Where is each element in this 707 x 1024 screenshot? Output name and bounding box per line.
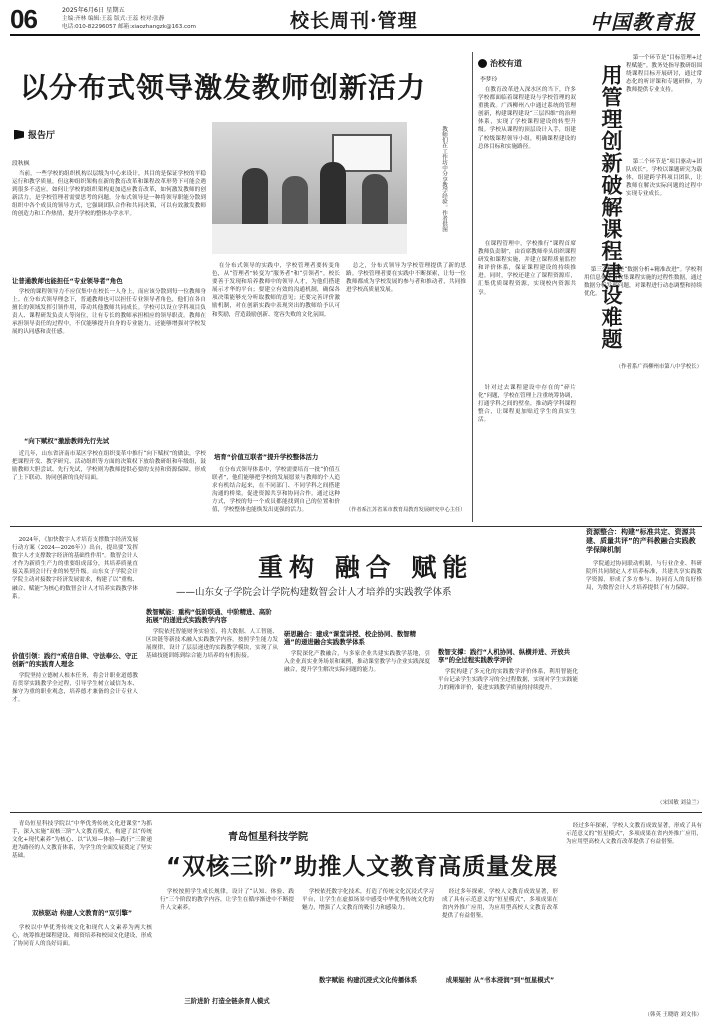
article-body	[584, 266, 702, 356]
paragraph: 经过多年探索，学校人文教育成效显著，形成了具有示范意义的“恒星模式”，多项成果在省内外推广应用，为应用型高校人文教育改革提供了有益借鉴。	[442, 889, 558, 920]
article-body	[566, 822, 702, 1008]
article-body	[442, 888, 558, 968]
article-body	[12, 450, 206, 518]
article-body	[212, 262, 340, 447]
article-body	[478, 240, 576, 380]
column-divider	[472, 52, 473, 522]
section-divider	[10, 812, 702, 813]
article-body	[12, 672, 138, 808]
article-intro	[12, 536, 138, 646]
circle-icon	[478, 59, 487, 68]
article-body	[346, 262, 466, 502]
paragraph: 学院深化产教融合，与多家企业共建实践教学基地，引入企业真实业务场景和案例，推动课堂教学与企业实践深度融合，提升学生解决实际问题的能力。	[284, 651, 430, 674]
author-credit: （作者系江苏省某市教育局教育发展研究中心主任）	[346, 507, 466, 513]
paragraph: 学院依托智能财务实验室，将大数据、人工智能、区块链等新技术融入实践教学内容，按照学生能力发展规律，设计了层层递进的实践教学模块，实现了从基础技能训练到综合能力培养的有机衔接。	[146, 629, 278, 660]
sidebar-body	[586, 560, 702, 792]
article-body	[212, 466, 340, 522]
paragraph: 当前，一些学校的组织机构以层级为中心来设计，其目的是保证学校的平稳运行和教学质量，但这种组织架构在新的教育改革和课程改革形势下可能会遇到很多不适应。如何让学校的组织架构更加适应教育改革，如何激发教师的创新活力，是学校管理者需要思考的问题。分布式领导是一种将领导职能分散到组织中各个成员的领导方式，它强调团队合作和共同决策，可以有效激发教师的创造力和工作热情，提升学校的整体办学水平。	[12, 171, 206, 218]
author-credit: （宋国敏 刘益兰）	[657, 800, 702, 806]
paragraph: 第二个环节是“项目驱动+团队成长”。学校以课题研究为载体，组建跨学科项目团队，让教师在解决实际问题的过程中实现专业成长。	[626, 159, 702, 198]
article-body	[478, 86, 576, 236]
article-body	[478, 384, 576, 520]
article-body	[626, 54, 702, 154]
article-photo	[212, 122, 407, 254]
paragraph: 学院坚持立德树人根本任务，将会计职业道德教育贯穿实践教学全过程，引导学生树立诚信为本、操守为重的职业观念，培养德才兼备的会计专业人才。	[12, 673, 138, 704]
paragraph: 在课程管理中，学校推行“课程首席教师负责制”，由首席教师牵头组织课程研发和课程实施，并建立课程质量监控和评价体系，保证课程建设的持续推进。同时，学校还建立了课程资源库，汇集优质课程资源，实现校内资源共享。	[478, 241, 576, 296]
section-title: 校长周刊·管理	[290, 10, 418, 32]
headline-middle: 重构 融合 赋能	[258, 553, 474, 582]
paragraph: 近几年，山东省济南市某区学校在组织变革中推行“向下赋权”的做法，学校把课程开发、教学研究、活动组织等方面的决策权下放给教研组和年级组，鼓励教师大胆尝试、先行先试，学校则为教师提供必要的支持和资源保障，形成了上下联动、协同创新的良好局面。	[12, 451, 206, 482]
article-intro	[12, 820, 152, 902]
flag-icon	[14, 130, 24, 140]
paragraph: 2024年，《加快数字人才培育支撑数字经济发展行动方案（2024—2026年）》出台，提出要“发挥数字人才支撑数字经济的基础性作用”。数智会计人才作为新质生产力的重要组成部分，其培养质量直接关系到会计行业的转型升级。山东女子学院会计学院主动对接数字经济发展需求，构建了以“重构、融合、赋能”为核心的数智会计人才培养实践教学体系。	[12, 537, 138, 600]
paragraph: 在教育改革进入深水区的当下，许多学校都面临着课程建设与学校管理的双重挑战。广西柳州八中通过系统的管理创新，构建课程建设“三层四维”的治理体系，实现了学校课程建设的转型升级。学校从课程的顶层设计入手，组建了校级课程领导小组，明确课程建设的总体目标和实施路径。	[478, 87, 576, 150]
author-credit: （韩英 王晓晗 刘文伟）	[644, 1012, 702, 1018]
section-divider	[10, 526, 702, 527]
subheading: 双核驱动 构建人文教育的“双引擎”	[31, 909, 133, 917]
paragraph: 学校的课程领导力不应仅集中在校长一人身上，而应该分散到每一位教师身上。在分布式领导理念下，普通教师也可以担任专业领导者角色，他们在各自擅长的领域发挥引领作用，带动其他教师共同成长。学校可以设立学科项目负责人、课程研发负责人等岗位，让有专长的教师承担相应的领导职责。教师在承担领导责任的过程中，不仅能够提升自身的专业能力，还能够增强对学校发展的认同感和责任感。	[12, 289, 206, 336]
author-credit: （作者系广西柳州市第八中学校长）	[615, 364, 702, 370]
article-body	[12, 924, 152, 1020]
photo-caption: 教师们在工作坊中分享教学经验。作者供图	[441, 126, 447, 233]
article-intro	[12, 170, 206, 270]
paragraph: 第三个环节是“数据分析+精准改进”。学校利用信息化平台收集课程实施的过程性数据，通过数据分析发现问题，对课程进行动态调整和持续优化。	[584, 267, 702, 298]
paragraph: 学校以中华优秀传统文化和现代人文素养为两大核心，统筹推进课程建设、师资培养和校园文化建设，形成了协同育人的良好局面。	[12, 925, 152, 948]
paragraph: 青岛恒星科技学院以“中华优秀传统文化进课堂”为抓手，深入实施“双核三阶”人文教育模式，构建了以“传统文化+现代素养”为核心、以“认知—体验—践行”三阶递进为路径的人文教育体系，为学生的全面发展奠定了坚实基础。	[12, 821, 152, 860]
page-number: 06	[10, 4, 37, 34]
article-body	[160, 888, 294, 992]
article-body	[438, 668, 578, 808]
paragraph: 在分布式领导体系中，学校需要培育一批“价值互联者”，他们能够把学校的发展愿景与教师的个人追求有机结合起来，在不同部门、不同学科之间搭建沟通的桥梁，促进资源共享和协同合作。通过这种方式，学校的每一个成员都能找到自己的位置和价值，学校整体也能焕发出更强的活力。	[212, 467, 340, 514]
newspaper-logo: 中国教育报	[590, 10, 695, 34]
subheadline-middle: ——山东女子学院会计学院构建数智会计人才培养的实践教学体系	[176, 587, 452, 598]
issue-date: 2025年6月6日 星期五	[62, 7, 125, 14]
column-tag-right	[478, 58, 522, 69]
staff-credits: 主编:齐林 编辑:王蕊 版式:王蕊 校对:张静	[62, 16, 165, 22]
contact-info: 电话:010-82296057 邮箱:xiaozhangzk@163.com	[62, 24, 196, 30]
article-body	[626, 158, 702, 258]
article-body	[284, 650, 430, 808]
subheading: 成果辐射 从“书本浸润”到“恒星模式”	[445, 976, 555, 984]
headline-top: 以分布式领导激发教师创新活力	[20, 71, 427, 104]
article-body	[12, 288, 206, 428]
paragraph: 第一个环节是“目标管理+过程赋能”。教务处指导教研组围绕课程目标开展研讨，通过常态化的听评课和专题研修，为教师提供专业支持。	[626, 55, 702, 94]
paragraph: 学校按照学生成长规律，设计了“认知、体验、践行”三个阶段的教学内容，让学生在循序渐进中不断提升人文素养。	[160, 889, 294, 912]
column-tag-label: 报告厅	[28, 131, 56, 141]
headline-vertical: 用管理创新破解课程建设难题	[599, 64, 623, 350]
author-byline: 李梦玲	[480, 77, 498, 83]
column-tag-label: 治校有道	[490, 59, 522, 68]
column-tag	[14, 128, 55, 141]
kicker: 青岛恒星科技学院	[228, 832, 308, 843]
masthead-rule	[10, 34, 700, 36]
subheading: 三阶进阶 打造全链条育人模式	[184, 997, 270, 1005]
subheading: 让普通教师也能担任“专业领导者”角色	[12, 277, 123, 285]
table-shape	[212, 224, 407, 254]
paragraph: 在分布式领导的实践中，学校管理者要转变角色，从“管理者”转变为“服务者”和“引领者”。校长要善于发现和培养教师中的领导人才，为他们搭建展示才华的平台；要建立有效的沟通机制，确保各项决策能够充分听取教师的意见；还要完善评价激励机制，对在创新实践中表现突出的教师给予认可和奖励，营造鼓励创新、宽容失败的文化氛围。	[212, 263, 340, 318]
sidebar-heading: 资源整合：构建“标准共定、资源共建、质量共评”的产科教融合实践教学保障机制	[586, 528, 696, 554]
paragraph: 针对过去课程建设中存在的“碎片化”问题，学校在管理上注重统筹协调，打通学科之间的壁垒，推动跨学科课程整合，让课程更加贴近学生的真实生活。	[478, 385, 576, 424]
subheading: 教智赋能：重构“低阶联通、中阶精进、高阶拓展”的递进式实践教学内容	[146, 608, 272, 624]
masthead	[0, 0, 707, 36]
paragraph: 学校依托数字化技术，打造了传统文化沉浸式学习平台，让学生在虚拟场景中感受中华优秀传统文化的魅力，增强了人文教育的吸引力和感染力。	[302, 889, 434, 912]
author-byline: 段秋枫	[12, 161, 30, 167]
subheading: 数智支撑：践行“人机协同、纵横并进、开放共享”的全过程实践教学评价	[438, 648, 571, 664]
subheading: 价值引领：践行“戒信自律、守法奉公、守正创新”的实践育人理念	[12, 652, 138, 668]
article-body	[302, 888, 434, 972]
subheading: 培育“价值互联者”提升学校整体活力	[214, 453, 319, 461]
subheading: 数字赋能 构建沉浸式文化传播体系	[318, 976, 418, 984]
subheading: “向下赋权”激励教师先行先试	[24, 437, 110, 445]
headline-bottom: “双核三阶”助推人文教育高质量发展	[166, 854, 559, 880]
subheading: 研思融合：建成“课堂讲授、校企协同、数智精通”的递进融合实践教学体系	[284, 630, 417, 646]
paragraph: 经过多年探索，学校人文教育成效显著，形成了具有示范意义的“恒星模式”，多项成果在省内外推广应用，为应用型高校人文教育改革提供了有益借鉴。	[566, 823, 702, 846]
paragraph: 学院构建了多元化的实践教学评价体系，利用智能化平台记录学生实践学习的全过程数据，实现对学生实践能力的精准评价，促进实践教学质量的持续提升。	[438, 669, 578, 692]
paragraph: 学院通过协同联动机制，与行业企业、科研院所共同制定人才培养标准，共建共享实践教学资源，形成了多方参与、协同育人的良好格局，为数智会计人才培养提供了有力保障。	[586, 561, 702, 592]
paragraph: 总之，分布式领导为学校管理提供了新的思路。学校管理者要在实践中不断探索，让每一位教师都成为学校发展的参与者和推动者，共同推进学校高质量发展。	[346, 263, 466, 294]
article-body	[146, 628, 278, 808]
